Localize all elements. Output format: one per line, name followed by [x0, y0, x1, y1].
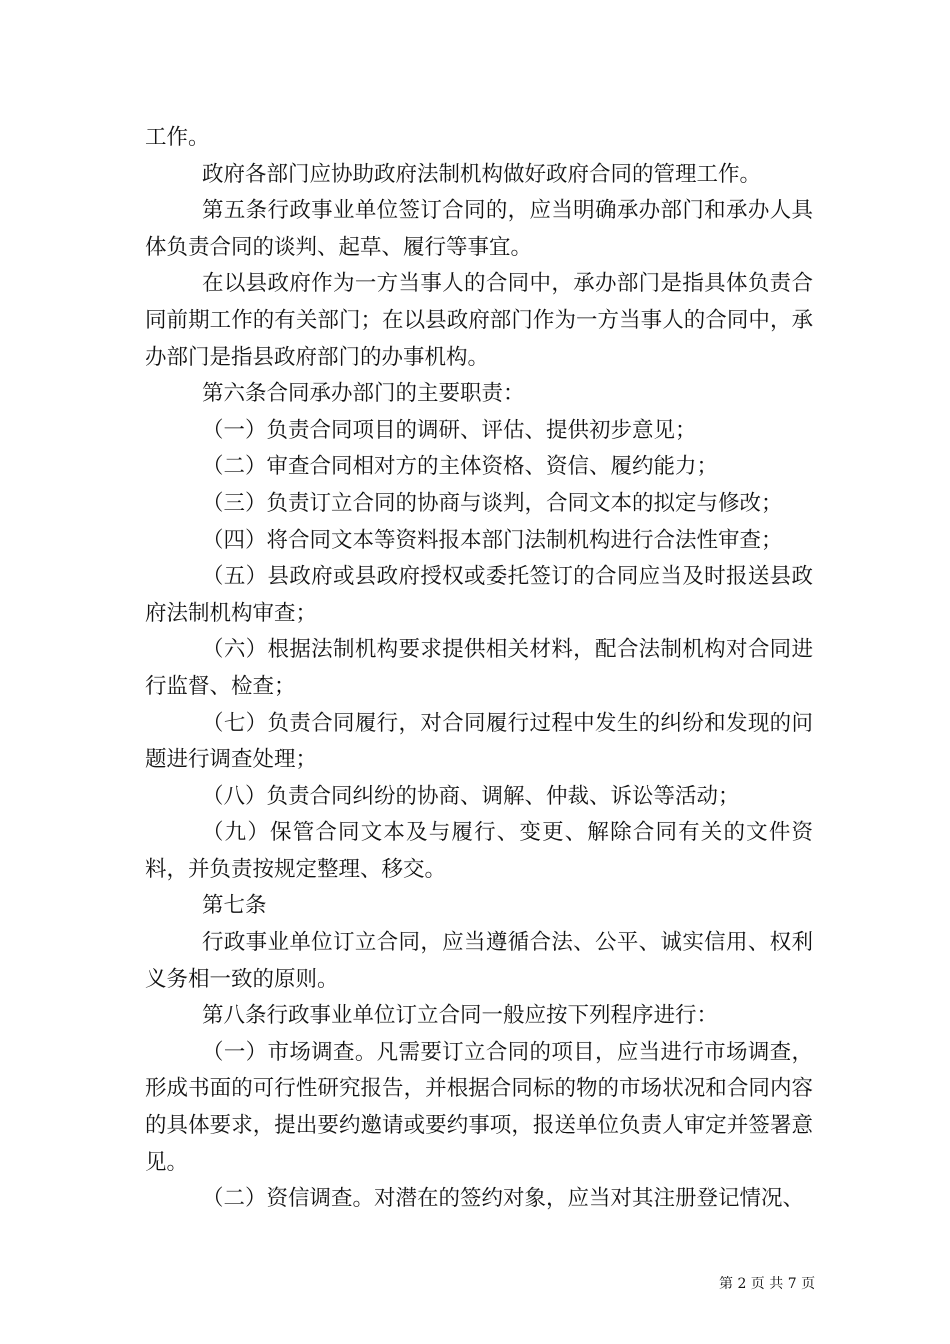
list-item-6-5: （五）县政府或县政府授权或委托签订的合同应当及时报送县政府法制机构审查；: [145, 564, 813, 626]
paragraph-1: 工作。: [145, 125, 210, 150]
paragraph-article-7-heading: 第七条: [202, 893, 267, 919]
list-item-6-7: （七）负责合同履行，对合同履行过程中发生的纠纷和发现的问题进行调查处理；: [145, 710, 813, 773]
list-item-8-1: （一）市场调查。凡需要订立合同的项目，应当进行市场调查，形成书面的可行性研究报告，并根据合同标的物的市场状况和合同内容的具体要求，提出要约邀请或要约事项，报送单位负责人审定并签署意见。: [145, 1039, 813, 1175]
list-item-6-9: （九）保管合同文本及与履行、变更、解除合同有关的文件资料，并负责按规定整理、移交。: [145, 820, 813, 882]
paragraph-2: 政府各部门应协助政府法制机构做好政府合同的管理工作。: [202, 161, 762, 187]
paragraph-article-6: 第六条合同承办部门的主要职责：: [202, 381, 525, 407]
paragraph-article-8: 第八条行政事业单位订立合同一般应按下列程序进行：: [202, 1003, 719, 1029]
list-item-6-3: （三）负责订立合同的协商与谈判，合同文本的拟定与修改；: [202, 490, 783, 516]
list-item-6-1: （一）负责合同项目的调研、评估、提供初步意见；: [202, 417, 697, 443]
list-item-6-2: （二）审查合同相对方的主体资格、资信、履约能力；: [202, 454, 719, 480]
list-item-6-6: （六）根据法制机构要求提供相关材料，配合法制机构对合同进行监督、检查；: [145, 637, 813, 699]
document-body: [145, 120, 813, 1218]
page-number-footer: 第 2 页 共 7 页: [719, 1276, 816, 1292]
list-item-6-8: （八）负责合同纠纷的协商、调解、仲裁、诉讼等活动；: [202, 783, 740, 809]
list-item-6-4: （四）将合同文本等资料报本部门法制机构进行合法性审查；: [202, 527, 783, 553]
list-item-8-2: （二）资信调查。对潜在的签约对象，应当对其注册登记情况、: [202, 1186, 805, 1212]
paragraph-article-5: 第五条行政事业单位签订合同的，应当明确承办部门和承办人具体负责合同的谈判、起草、履行等事宜。: [145, 198, 813, 260]
paragraph-4: 在以县政府作为一方当事人的合同中，承办部门是指具体负责合同前期工作的有关部门；在以县政府部门作为一方当事人的合同中，承办部门是指县政府部门的办事机构。: [145, 271, 813, 370]
paragraph-article-7-body: 行政事业单位订立合同，应当遵循合法、公平、诚实信用、权利义务相一致的原则。: [145, 930, 813, 992]
